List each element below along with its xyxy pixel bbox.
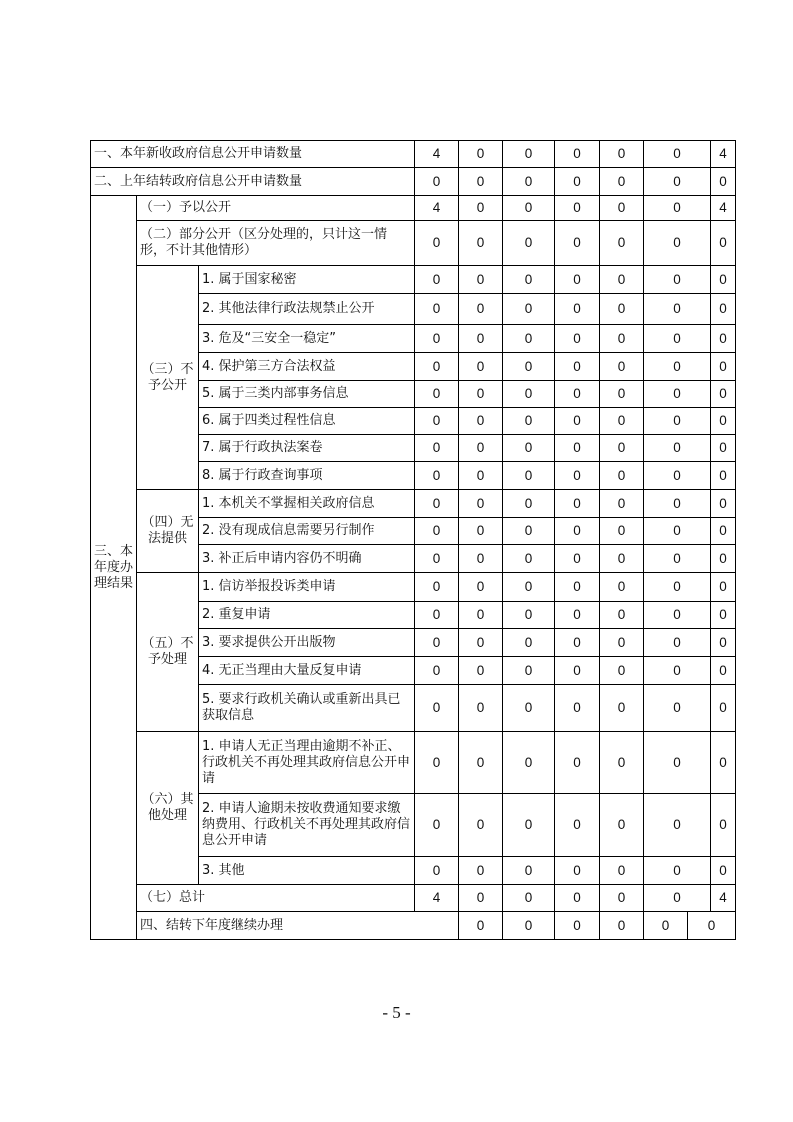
value-cell: 0 (503, 294, 555, 325)
value-cell: 0 (459, 885, 503, 912)
value-cell: 0 (459, 657, 503, 685)
value-cell: 0 (600, 141, 644, 168)
value-cell: 0 (600, 602, 644, 629)
value-cell: 0 (644, 794, 711, 857)
value-cell: 0 (688, 912, 736, 940)
value-cell: 0 (711, 545, 736, 573)
value-cell: 0 (459, 629, 503, 657)
value-cell: 0 (600, 435, 644, 462)
value-cell: 0 (555, 794, 600, 857)
value-cell: 0 (503, 221, 555, 266)
table-row (91, 573, 736, 602)
value-cell: 0 (555, 857, 600, 885)
value-cell: 0 (503, 629, 555, 657)
value-cell: 0 (459, 294, 503, 325)
value-cell: 0 (711, 685, 736, 732)
row-total (91, 885, 736, 912)
value-cell: 0 (644, 294, 711, 325)
value-cell: 0 (415, 857, 459, 885)
row-label: 1. 本机关不掌握相关政府信息 (199, 490, 415, 518)
value-cell: 0 (644, 221, 711, 266)
value-cell: 0 (600, 325, 644, 353)
value-cell: 0 (644, 545, 711, 573)
group-6-label: （六）其他处理 (137, 732, 199, 885)
group-3-label: （三）不予公开 (137, 266, 199, 490)
row-label: （七）总计 (137, 885, 415, 912)
value-cell: 0 (555, 602, 600, 629)
row-label: 6. 属于四类过程性信息 (199, 408, 415, 435)
value-cell: 0 (555, 141, 600, 168)
value-cell: 0 (711, 294, 736, 325)
value-cell: 0 (503, 490, 555, 518)
section-3-label: 三、本年度办理结果 (91, 196, 137, 940)
value-cell: 0 (711, 518, 736, 545)
value-cell: 0 (459, 602, 503, 629)
value-cell: 0 (459, 685, 503, 732)
value-cell: 0 (711, 573, 736, 602)
value-cell: 0 (644, 885, 711, 912)
value-cell: 0 (503, 141, 555, 168)
value-cell: 0 (600, 196, 644, 221)
value-cell: 0 (503, 732, 555, 794)
value-cell: 0 (644, 266, 711, 294)
value-cell: 0 (711, 435, 736, 462)
value-cell: 0 (503, 353, 555, 381)
value-cell: 0 (644, 573, 711, 602)
value-cell: 0 (415, 490, 459, 518)
value-cell: 0 (711, 602, 736, 629)
row-label: 8. 属于行政查询事项 (199, 462, 415, 490)
row-label: 3. 危及“三安全一稳定” (199, 325, 415, 353)
value-cell: 0 (415, 794, 459, 857)
value-cell: 0 (711, 168, 736, 196)
row-label: 2. 其他法律行政法规禁止公开 (199, 294, 415, 325)
value-cell: 0 (555, 221, 600, 266)
value-cell: 0 (644, 857, 711, 885)
value-cell: 0 (415, 602, 459, 629)
value-cell: 0 (600, 266, 644, 294)
value-cell: 0 (600, 168, 644, 196)
value-cell: 0 (415, 629, 459, 657)
value-cell: 0 (644, 353, 711, 381)
value-cell: 0 (415, 381, 459, 408)
value-cell: 0 (503, 168, 555, 196)
value-cell: 0 (459, 221, 503, 266)
row-label: 2. 重复申请 (199, 602, 415, 629)
value-cell: 0 (459, 381, 503, 408)
value-cell: 0 (555, 685, 600, 732)
row-label: 7. 属于行政执法案卷 (199, 435, 415, 462)
value-cell: 0 (644, 408, 711, 435)
row-label: 2. 没有现成信息需要另行制作 (199, 518, 415, 545)
value-cell: 0 (415, 168, 459, 196)
value-cell: 0 (459, 353, 503, 381)
value-cell: 0 (600, 462, 644, 490)
row-label: 4. 无正当理由大量反复申请 (199, 657, 415, 685)
value-cell: 0 (600, 545, 644, 573)
value-cell: 0 (711, 221, 736, 266)
value-cell: 4 (711, 885, 736, 912)
row-label: 5. 属于三类内部事务信息 (199, 381, 415, 408)
value-cell: 0 (555, 657, 600, 685)
value-cell: 0 (555, 266, 600, 294)
row-label: 二、上年结转政府信息公开申请数量 (91, 168, 415, 196)
value-cell: 0 (644, 629, 711, 657)
value-cell: 0 (415, 545, 459, 573)
value-cell: 0 (415, 353, 459, 381)
value-cell: 0 (459, 732, 503, 794)
value-cell: 0 (600, 685, 644, 732)
value-cell: 0 (711, 794, 736, 857)
value-cell: 0 (503, 885, 555, 912)
value-cell: 0 (503, 462, 555, 490)
value-cell: 0 (459, 912, 503, 940)
row-label: 5. 要求行政机关确认或重新出具已获取信息 (199, 685, 415, 732)
value-cell: 0 (503, 912, 555, 940)
value-cell: 0 (415, 408, 459, 435)
value-cell: 0 (600, 294, 644, 325)
row-new-applications (91, 141, 736, 168)
value-cell: 0 (415, 435, 459, 462)
value-cell: 0 (644, 490, 711, 518)
value-cell: 0 (711, 353, 736, 381)
value-cell: 4 (415, 196, 459, 221)
value-cell: 0 (415, 294, 459, 325)
value-cell: 0 (459, 168, 503, 196)
value-cell: 0 (600, 353, 644, 381)
value-cell: 0 (415, 573, 459, 602)
row-label: 3. 其他 (199, 857, 415, 885)
value-cell: 0 (459, 545, 503, 573)
value-cell: 0 (459, 573, 503, 602)
row-label: 1. 信访举报投诉类申请 (199, 573, 415, 602)
value-cell: 4 (415, 885, 459, 912)
value-cell: 0 (644, 325, 711, 353)
value-cell: 0 (644, 196, 711, 221)
row-partially-disclosed (91, 221, 736, 266)
value-cell: 0 (459, 435, 503, 462)
value-cell: 0 (459, 408, 503, 435)
value-cell: 0 (555, 381, 600, 408)
table-row (91, 266, 736, 294)
value-cell: 0 (415, 685, 459, 732)
value-cell: 0 (459, 794, 503, 857)
disclosure-results-table (90, 140, 736, 940)
value-cell: 0 (555, 196, 600, 221)
value-cell: 0 (600, 221, 644, 266)
value-cell: 0 (459, 490, 503, 518)
value-cell: 0 (555, 885, 600, 912)
value-cell: 0 (555, 435, 600, 462)
value-cell: 0 (555, 518, 600, 545)
value-cell: 0 (644, 518, 711, 545)
value-cell: 0 (711, 266, 736, 294)
row-disclosed (91, 196, 736, 221)
value-cell: 0 (459, 857, 503, 885)
value-cell: 0 (600, 629, 644, 657)
value-cell: 0 (644, 462, 711, 490)
value-cell: 0 (503, 435, 555, 462)
row-carry-forward (91, 912, 736, 940)
value-cell: 4 (711, 141, 736, 168)
value-cell: 0 (555, 462, 600, 490)
value-cell: 0 (459, 325, 503, 353)
value-cell: 0 (503, 381, 555, 408)
value-cell: 0 (644, 912, 688, 940)
value-cell: 0 (644, 381, 711, 408)
value-cell: 0 (711, 732, 736, 794)
value-cell: 0 (555, 353, 600, 381)
value-cell: 0 (415, 221, 459, 266)
value-cell: 0 (503, 408, 555, 435)
value-cell: 0 (415, 266, 459, 294)
value-cell: 0 (600, 490, 644, 518)
group-5-label: （五）不予处理 (137, 573, 199, 732)
value-cell: 0 (644, 732, 711, 794)
value-cell: 0 (644, 435, 711, 462)
value-cell: 4 (711, 196, 736, 221)
value-cell: 0 (503, 685, 555, 732)
value-cell: 0 (415, 732, 459, 794)
row-label: 四、结转下年度继续办理 (137, 912, 459, 940)
value-cell: 0 (600, 573, 644, 602)
value-cell: 0 (503, 794, 555, 857)
value-cell: 0 (644, 141, 711, 168)
value-cell: 0 (459, 196, 503, 221)
value-cell: 0 (711, 629, 736, 657)
value-cell: 0 (503, 518, 555, 545)
value-cell: 0 (555, 294, 600, 325)
value-cell: 0 (644, 602, 711, 629)
value-cell: 0 (503, 545, 555, 573)
value-cell: 0 (555, 408, 600, 435)
value-cell: 0 (555, 490, 600, 518)
row-label: 4. 保护第三方合法权益 (199, 353, 415, 381)
value-cell: 0 (503, 573, 555, 602)
value-cell: 0 (555, 168, 600, 196)
value-cell: 0 (711, 462, 736, 490)
value-cell: 0 (503, 602, 555, 629)
value-cell: 0 (415, 462, 459, 490)
value-cell: 0 (600, 381, 644, 408)
value-cell: 0 (600, 518, 644, 545)
value-cell: 0 (600, 657, 644, 685)
value-cell: 0 (459, 141, 503, 168)
row-label: （二）部分公开（区分处理的，只计这一情形，不计其他情形） (137, 221, 415, 266)
group-4-label: （四）无法提供 (137, 490, 199, 573)
value-cell: 0 (711, 657, 736, 685)
value-cell: 0 (600, 794, 644, 857)
value-cell: 0 (644, 657, 711, 685)
value-cell: 0 (711, 381, 736, 408)
row-label: 3. 要求提供公开出版物 (199, 629, 415, 657)
value-cell: 0 (415, 325, 459, 353)
value-cell: 0 (555, 325, 600, 353)
value-cell: 0 (711, 325, 736, 353)
value-cell: 0 (415, 518, 459, 545)
row-label: 一、本年新收政府信息公开申请数量 (91, 141, 415, 168)
row-carried-applications (91, 168, 736, 196)
table-row (91, 490, 736, 518)
value-cell: 0 (644, 685, 711, 732)
value-cell: 0 (503, 657, 555, 685)
value-cell: 0 (555, 912, 600, 940)
value-cell: 0 (555, 573, 600, 602)
page-number: - 5 - (382, 1003, 411, 1022)
value-cell: 4 (415, 141, 459, 168)
value-cell: 0 (503, 266, 555, 294)
value-cell: 0 (600, 732, 644, 794)
value-cell: 0 (503, 196, 555, 221)
value-cell: 0 (600, 912, 644, 940)
value-cell: 0 (644, 168, 711, 196)
value-cell: 0 (555, 629, 600, 657)
value-cell: 0 (555, 732, 600, 794)
row-label: 1. 属于国家秘密 (199, 266, 415, 294)
row-label: 3. 补正后申请内容仍不明确 (199, 545, 415, 573)
value-cell: 0 (503, 857, 555, 885)
value-cell: 0 (600, 408, 644, 435)
value-cell: 0 (415, 657, 459, 685)
value-cell: 0 (459, 462, 503, 490)
value-cell: 0 (711, 408, 736, 435)
value-cell: 0 (503, 325, 555, 353)
row-label: （一）予以公开 (137, 196, 415, 221)
table-row (91, 732, 736, 794)
value-cell: 0 (711, 857, 736, 885)
value-cell: 0 (600, 885, 644, 912)
value-cell: 0 (711, 490, 736, 518)
value-cell: 0 (459, 266, 503, 294)
row-label: 2. 申请人逾期未按收费通知要求缴纳费用、行政机关不再处理其政府信息公开申请 (199, 794, 415, 857)
value-cell: 0 (555, 545, 600, 573)
value-cell: 0 (459, 518, 503, 545)
value-cell: 0 (600, 857, 644, 885)
row-label: 1. 申请人无正当理由逾期不补正、行政机关不再处理其政府信息公开申请 (199, 732, 415, 794)
